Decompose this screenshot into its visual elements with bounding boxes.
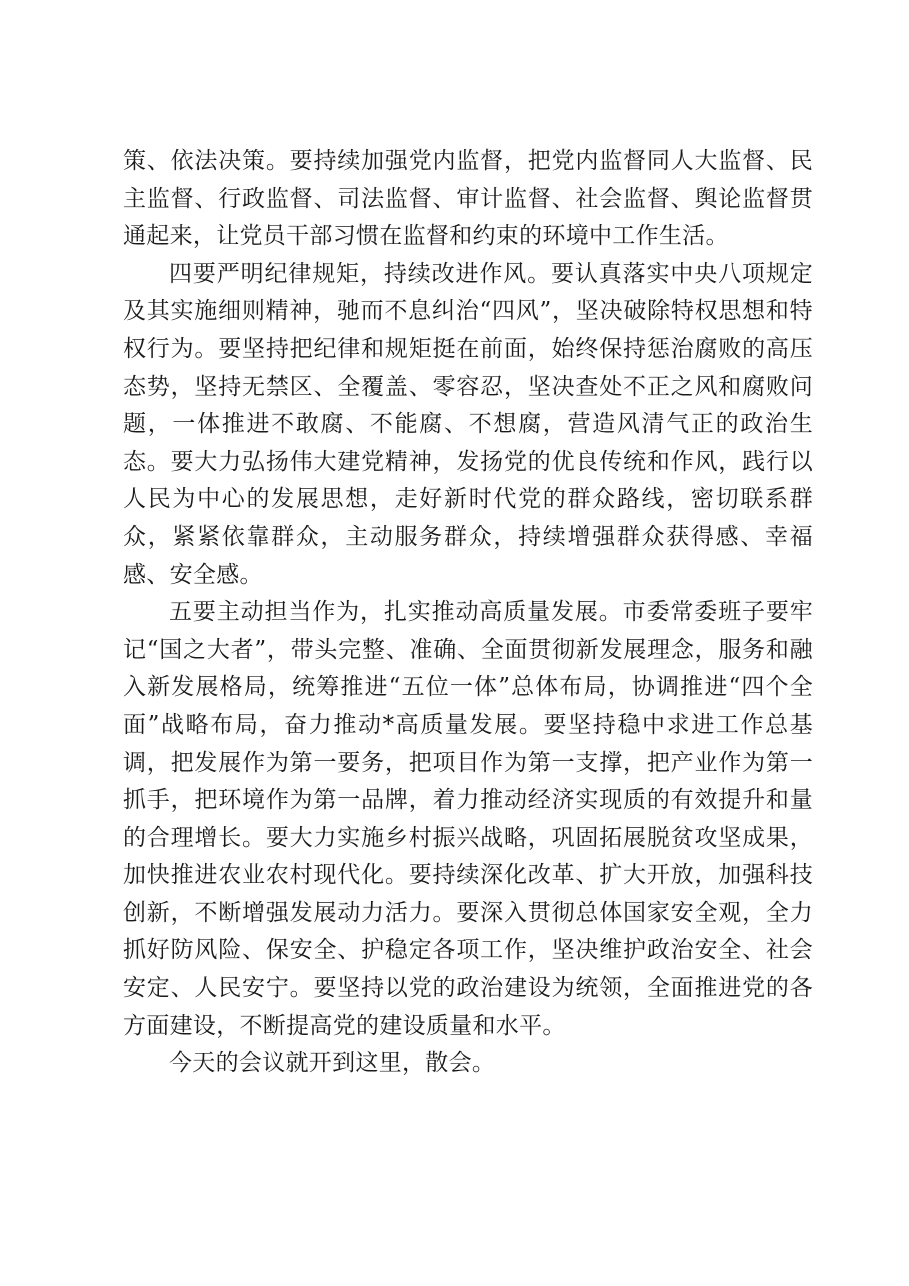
paragraph-continuation: 策、依法决策。要持续加强党内监督，把党内监督同人大监督、民主监督、行政监督、司法监督、审计监督、社会监督、舆论监督贯通起来，让党员干部习惯在监督和约束的环境中工作生活。 xyxy=(123,148,813,250)
paragraph-development: 五要主动担当作为，扎实推动高质量发展。市委常委班子要牢记“国之大者”，带头完整、准确、全面贯彻新发展理念，服务和融入新发展格局，统筹推进“五位一体”总体布局，协调推进“四个全面”战略布局，奋力推动*高质量发展。要坚持稳中求进工作总基调，把发展作为第一要务，把项目作为第一支撑，把产业作为第一抓手，把环境作为第一品牌，着力推动经济实现质的有效提升和量的合理增长。要大力实施乡村振兴战略，巩固拓展脱贫攻坚成果，加快推进农业农村现代化。要持续深化改革、扩大开放，加强科技创新，不断增强发展动力活力。要深入贯彻总体国家安全观，全力抓好防风险、保安全、护稳定各项工作，坚决维护政治安全、社会安定、人民安宁。要坚持以党的政治建设为统领，全面推进党的各方面建设，不断提高党的建设质量和水平。 xyxy=(123,599,813,1039)
paragraph-discipline: 四要严明纪律规矩，持续改进作风。要认真落实中央八项规定及其实施细则精神，驰而不息纠治“四风”，坚决破除特权思想和特权行为。要坚持把纪律和规矩挺在前面，始终保持惩治腐败的高压态势，坚持无禁区、全覆盖、零容忍，坚决查处不正之风和腐败问题，一体推进不敢腐、不能腐、不想腐，营造风清气正的政治生态。要大力弘扬伟大建党精神，发扬党的优良传统和作风，践行以人民为中心的发展思想，走好新时代党的群众路线，密切联系群众，紧紧依靠群众，主动服务群众，持续增强群众获得感、幸福感、安全感。 xyxy=(123,260,813,588)
paragraph-closing: 今天的会议就开到这里，散会。 xyxy=(169,1050,496,1077)
document-body xyxy=(123,143,813,1083)
